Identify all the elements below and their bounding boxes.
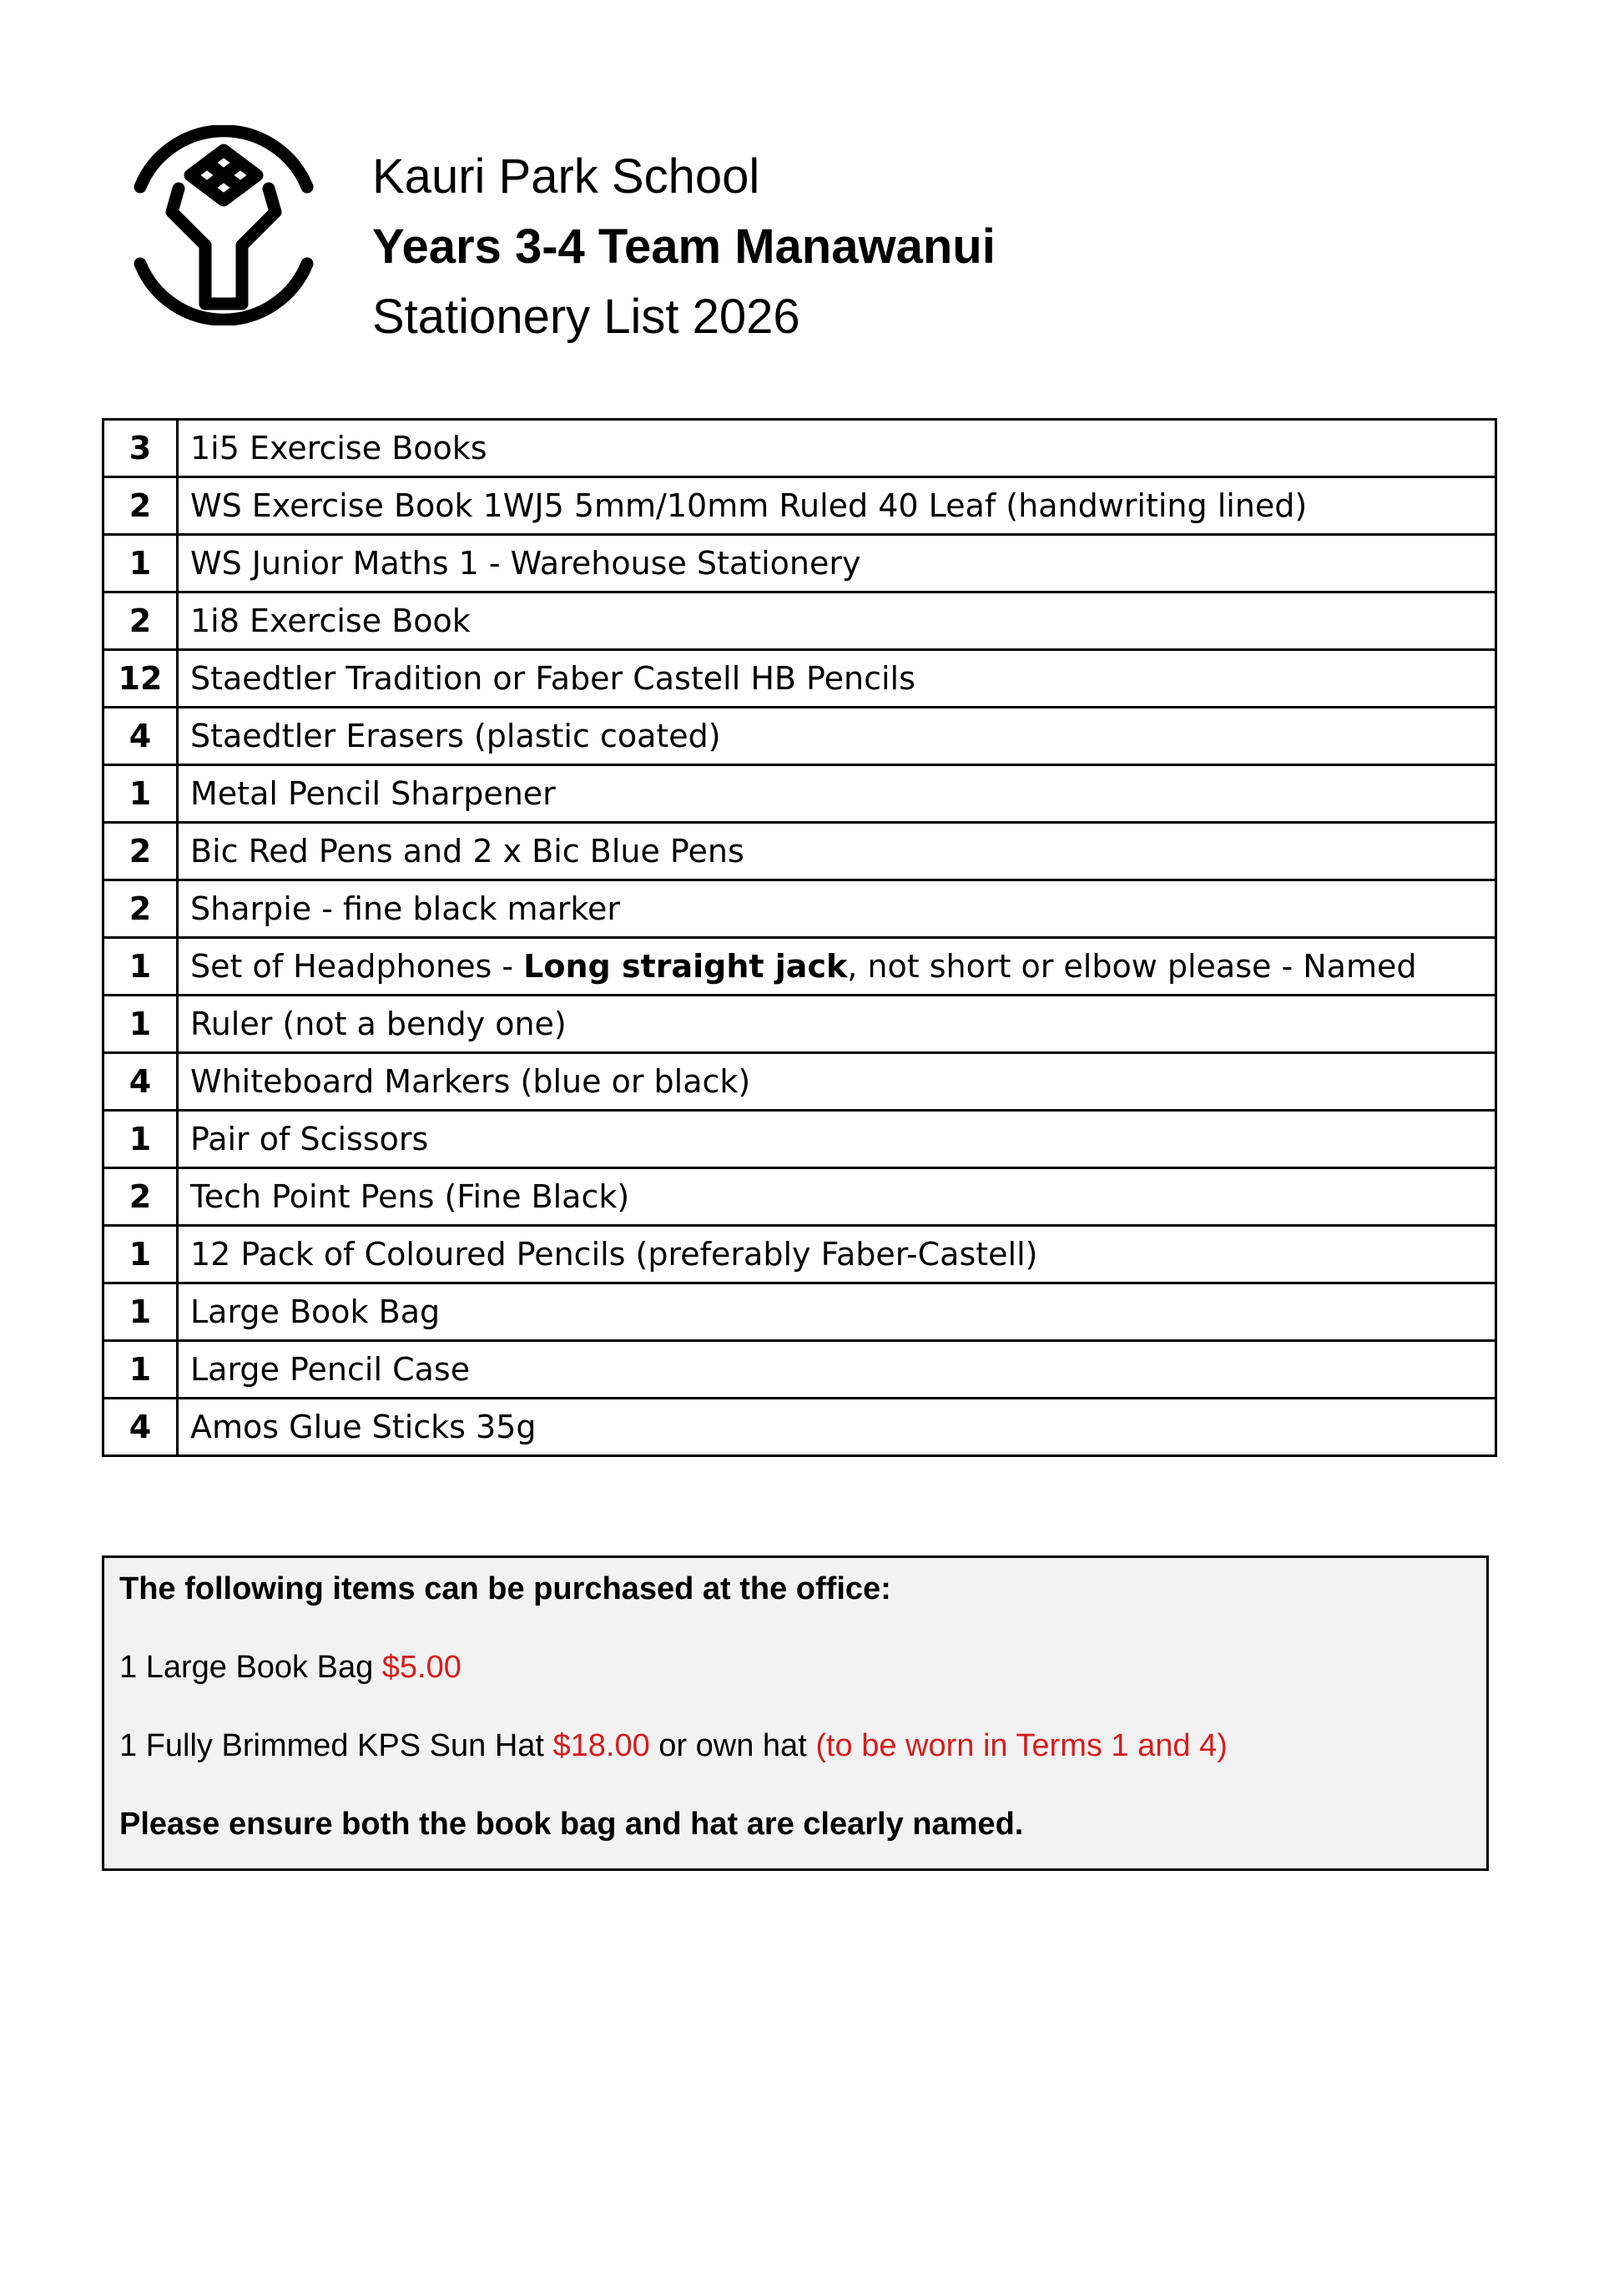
item-quantity: 1 bbox=[103, 1111, 178, 1168]
item-description-emphasis: Long straight jack bbox=[523, 948, 848, 985]
item-quantity: 1 bbox=[103, 1226, 178, 1283]
sun-hat-price: $18.00 bbox=[552, 1728, 650, 1763]
item-description: WS Junior Maths 1 - Warehouse Stationery bbox=[178, 535, 1496, 592]
item-description: 1i5 Exercise Books bbox=[178, 420, 1496, 477]
item-description: Staedtler Tradition or Faber Castell HB Pencils bbox=[178, 650, 1496, 708]
table-row bbox=[103, 1341, 1496, 1399]
naming-reminder: Please ensure both the book bag and hat are clearly named. bbox=[119, 1807, 1024, 1842]
item-quantity: 1 bbox=[103, 1283, 178, 1341]
stationery-table bbox=[102, 418, 1497, 1457]
office-heading: The following items can be purchased at the office: bbox=[119, 1571, 891, 1606]
item-quantity: 2 bbox=[103, 1168, 178, 1226]
item-quantity: 4 bbox=[103, 1053, 178, 1111]
sun-hat-line bbox=[119, 1728, 1228, 1764]
table-row bbox=[103, 765, 1496, 823]
item-quantity: 2 bbox=[103, 823, 178, 880]
item-description-text: Set of Headphones - bbox=[190, 948, 524, 985]
office-purchase-box bbox=[102, 1555, 1489, 1871]
item-description: Bic Red Pens and 2 x Bic Blue Pens bbox=[178, 823, 1496, 880]
sun-hat-note: (to be worn in Terms 1 and 4) bbox=[815, 1728, 1228, 1763]
item-quantity: 1 bbox=[103, 938, 178, 996]
item-description: Large Book Bag bbox=[178, 1283, 1496, 1341]
team-name: Years 3-4 Team Manawanui bbox=[372, 219, 996, 274]
item-quantity: 4 bbox=[103, 708, 178, 765]
item-description: 12 Pack of Coloured Pencils (preferably Faber-Castell) bbox=[178, 1226, 1496, 1283]
table-row bbox=[103, 1168, 1496, 1226]
item-description-text: , not short or elbow please - Named bbox=[847, 948, 1417, 985]
table-row bbox=[103, 1226, 1496, 1283]
school-name: Kauri Park School bbox=[372, 149, 760, 204]
item-description: WS Exercise Book 1WJ5 5mm/10mm Ruled 40 Leaf (handwriting lined) bbox=[178, 477, 1496, 535]
item-description: Whiteboard Markers (blue or black) bbox=[178, 1053, 1496, 1111]
table-row bbox=[103, 1283, 1496, 1341]
item-description: Tech Point Pens (Fine Black) bbox=[178, 1168, 1496, 1226]
table-row bbox=[103, 880, 1496, 938]
sun-hat-label: 1 Fully Brimmed KPS Sun Hat bbox=[119, 1728, 553, 1763]
item-description: Staedtler Erasers (plastic coated) bbox=[178, 708, 1496, 765]
item-quantity: 1 bbox=[103, 996, 178, 1053]
table-row bbox=[103, 420, 1496, 477]
sun-hat-alternative: or own hat bbox=[649, 1728, 816, 1763]
table-row bbox=[103, 1111, 1496, 1168]
table-row bbox=[103, 650, 1496, 708]
table-row bbox=[103, 823, 1496, 880]
item-description: Pair of Scissors bbox=[178, 1111, 1496, 1168]
item-description: Amos Glue Sticks 35g bbox=[178, 1399, 1496, 1456]
item-description: Ruler (not a bendy one) bbox=[178, 996, 1496, 1053]
table-row bbox=[103, 708, 1496, 765]
table-row bbox=[103, 938, 1496, 996]
table-row bbox=[103, 996, 1496, 1053]
table-row bbox=[103, 1053, 1496, 1111]
list-title: Stationery List 2026 bbox=[372, 290, 800, 344]
item-quantity: 2 bbox=[103, 477, 178, 535]
item-description: Sharpie - fine black marker bbox=[178, 880, 1496, 938]
table-row bbox=[103, 1399, 1496, 1456]
book-bag-price: $5.00 bbox=[381, 1650, 461, 1685]
book-bag-line bbox=[119, 1650, 461, 1686]
book-bag-label: 1 Large Book Bag bbox=[119, 1650, 382, 1685]
item-quantity: 4 bbox=[103, 1399, 178, 1456]
item-quantity: 1 bbox=[103, 1341, 178, 1399]
table-row bbox=[103, 535, 1496, 592]
item-description: 1i8 Exercise Book bbox=[178, 592, 1496, 650]
table-row bbox=[103, 477, 1496, 535]
item-quantity: 12 bbox=[103, 650, 178, 708]
document-header bbox=[372, 142, 996, 352]
item-description: Metal Pencil Sharpener bbox=[178, 765, 1496, 823]
item-quantity: 2 bbox=[103, 592, 178, 650]
item-quantity: 1 bbox=[103, 535, 178, 592]
item-description bbox=[178, 938, 1496, 996]
item-description: Large Pencil Case bbox=[178, 1341, 1496, 1399]
item-quantity: 1 bbox=[103, 765, 178, 823]
table-row bbox=[103, 592, 1496, 650]
kauri-tree-emblem-icon bbox=[124, 125, 324, 325]
item-quantity: 2 bbox=[103, 880, 178, 938]
item-quantity: 3 bbox=[103, 420, 178, 477]
